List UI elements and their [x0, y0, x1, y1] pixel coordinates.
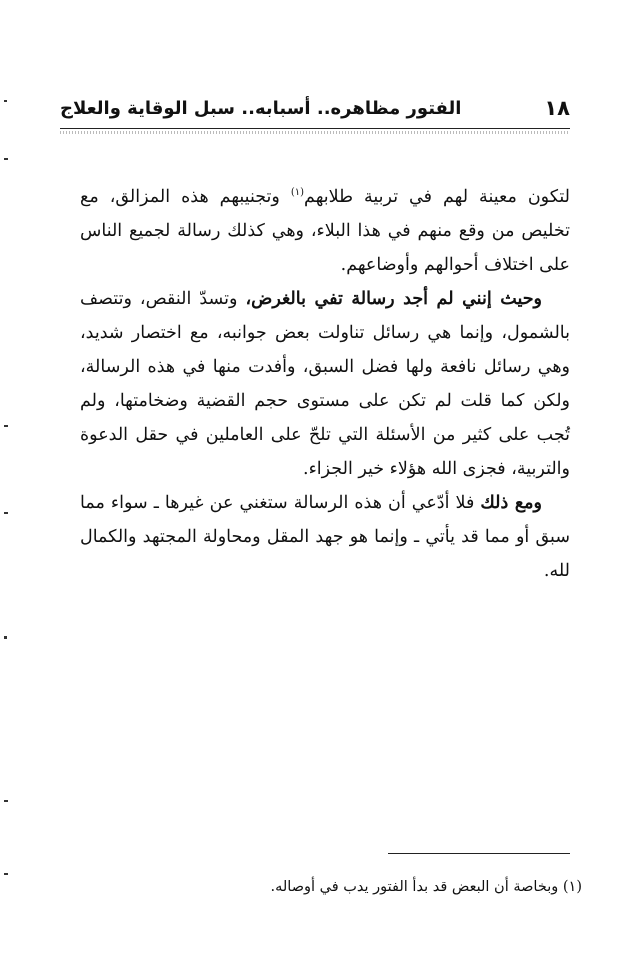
main-text — [80, 180, 570, 588]
paragraph-1-end: وتجنيبهم هذه المزالق، مع تخليص من وقع منهم في هذا البلاء، وهي كذلك رسالة لجميع الناس على اختلاف أحوالهم وأوضاعهم. — [80, 187, 570, 275]
paragraph-3-lead: ومع ذلك — [480, 493, 542, 513]
paragraph-2-lead: وحيث إنني لم أجد رسالة تفي بالغرض، — [245, 289, 542, 309]
paragraph-3 — [80, 486, 570, 588]
paragraph-3-rest: فلا أدّعي أن هذه الرسالة ستغني عن غيرها ـ سواء مما سبق أو مما قد يأتي ـ وإنما هو جهد المقل ومحاولة المجتهد والكمال لله. — [80, 493, 570, 581]
scan-mark — [4, 873, 8, 875]
scan-mark — [4, 512, 8, 514]
scan-mark — [4, 100, 7, 102]
paragraph-2 — [80, 282, 570, 486]
header-divider — [60, 128, 570, 135]
page-header — [60, 90, 570, 126]
paragraph-1 — [80, 180, 570, 282]
scan-mark — [4, 425, 8, 427]
footnote-text: وبخاصة أن البعض قد بدأ الفتور يدب في أوصاله. — [270, 879, 559, 895]
scan-mark — [4, 800, 8, 802]
footnote-divider — [388, 853, 570, 854]
footnote — [120, 875, 582, 899]
footnote-reference: (١) — [290, 187, 305, 199]
scan-mark — [4, 158, 8, 160]
paragraph-1-start: لتكون معينة لهم في تربية طلابهم — [304, 187, 570, 207]
scan-mark — [4, 636, 7, 639]
paragraph-2-rest: وتسدّ النقص، وتتصف بالشمول، وإنما هي رسائل تناولت بعض جوانبه، مع اختصار شديد، وهي رسائل نافعة ولها فضل السبق، وأفدت منها في هذه الرسالة، ولكن كما قلت لم تكن على مستوى حجم القضية وضخامتها، ولم تُجب على كثير من الأسئلة التي تلحّ على العاملين في حقل الدعوة والتربية، فجزى الله هؤلاء خير الجزاء. — [80, 289, 570, 479]
running-title: الفتور مظاهره.. أسبابه.. سبل الوقاية والعلاج — [60, 97, 462, 119]
footnote-marker: (١) — [562, 879, 582, 895]
page-number: ١٨ — [544, 96, 570, 120]
